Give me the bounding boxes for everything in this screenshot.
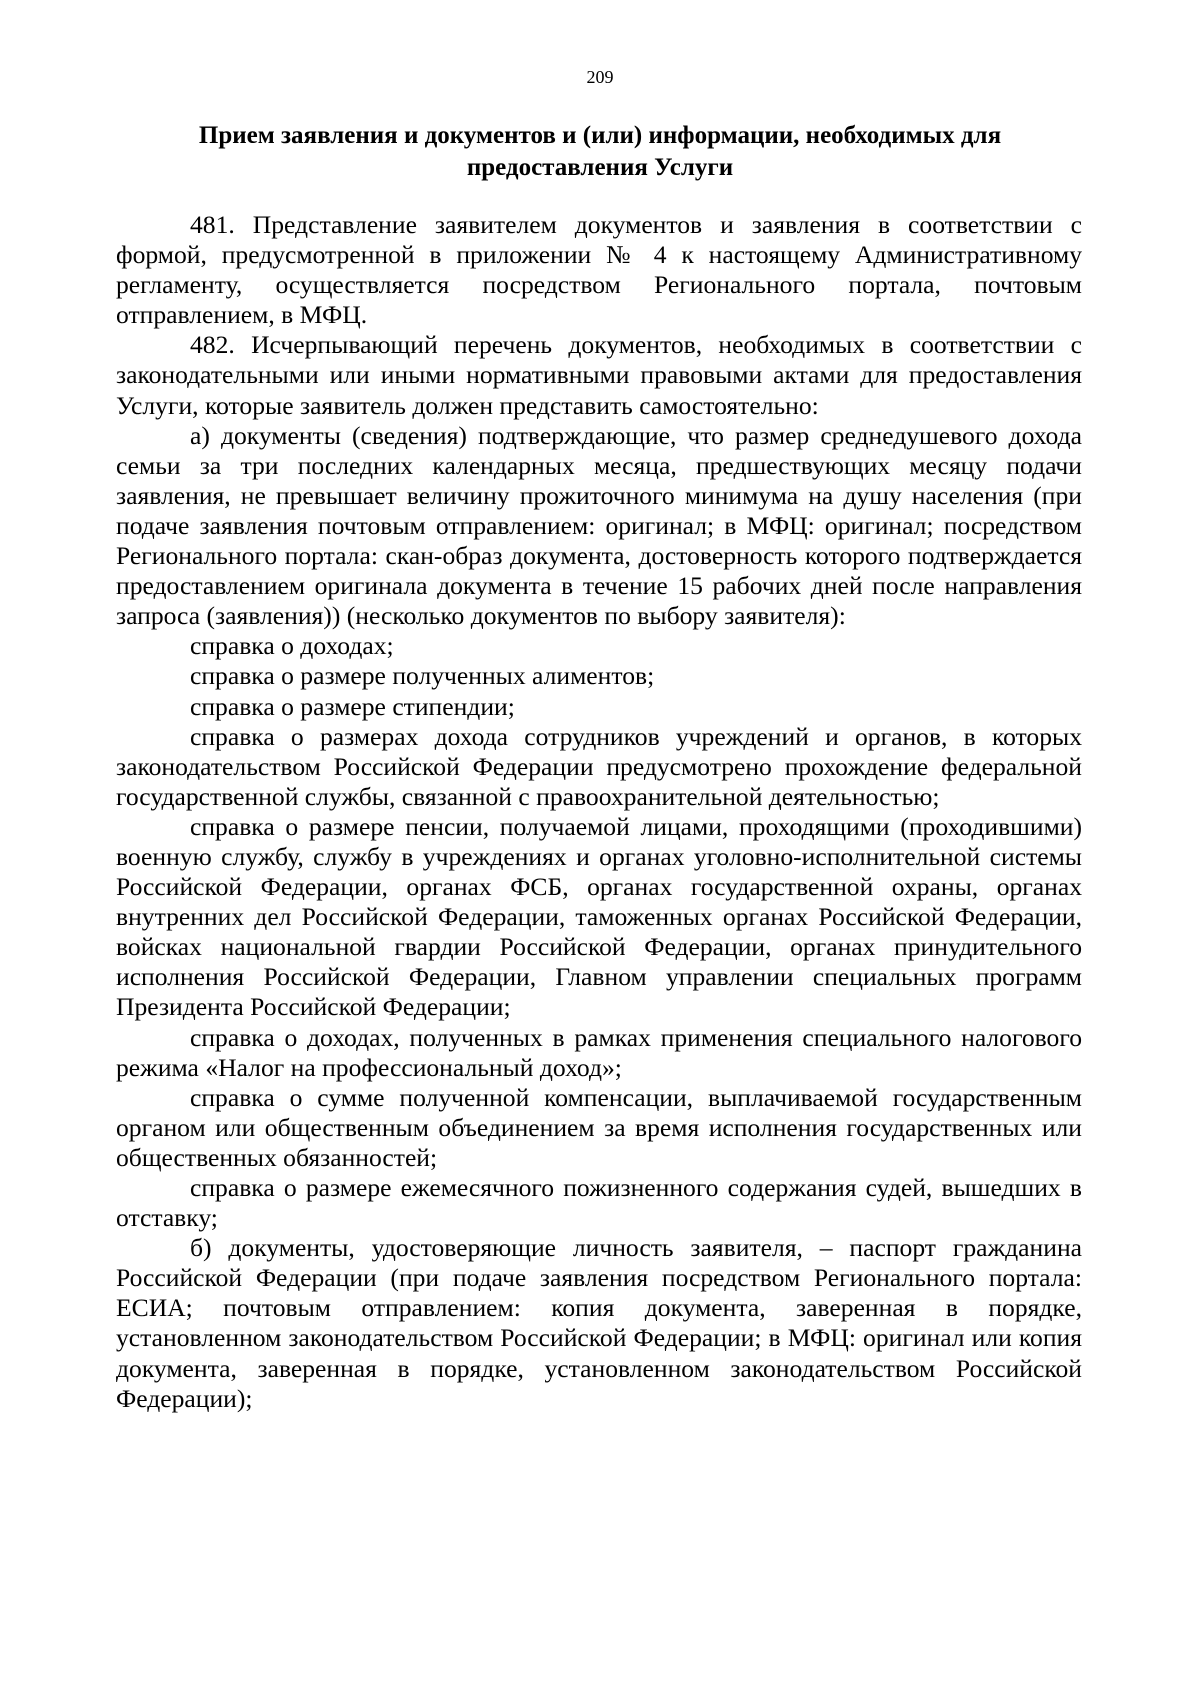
list-item: справка о доходах; [190, 631, 394, 661]
paragraph-482: 482. Исчерпывающий перечень документов, необходимых в соответствии с законодательными или иными нормативными правовыми актами для предоставления Услуги, которые заявитель должен представить самостоятельно: [116, 330, 1082, 420]
list-item: справка о размере ежемесячного пожизненного содержания судей, вышедших в отставку; [116, 1173, 1082, 1233]
document-body [116, 210, 1082, 1414]
page-number: 209 [586, 67, 614, 87]
list-item: справка о размерах дохода сотрудников учреждений и органов, в которых законодательством Российской Федерации предусмотрено прохождение федеральной государственной службы, связанной с правоохранительной деятельностью; [116, 721, 1082, 811]
list-item: справка о размере полученных алиментов; [190, 661, 655, 691]
paragraph-481: 481. Представление заявителем документов и заявления в соответствии с формой, предусмотренной в приложении № 4 к настоящему Административному регламенту, осуществляется посредством Регионального портала, почтовым отправлением, в МФЦ. [116, 210, 1082, 330]
paragraph-item-a: а) документы (сведения) подтверждающие, что размер среднедушевого дохода семьи за три последних календарных месяца, предшествующих месяцу подачи заявления, не превышает величину прожиточного минимума на душу населения (при подаче заявления почтовым отправлением: оригинал; в МФЦ: оригинал; посредством Регионального портала: скан-образ документа, достоверность которого подтверждается предоставлением оригинала документа в течение 15 рабочих дней после направления запроса (заявления)) (несколько документов по выбору заявителя): [116, 420, 1082, 631]
list-item: справка о сумме полученной компенсации, выплачиваемой государственным органом или общественным объединением за время исполнения государственных или общественных обязанностей; [116, 1082, 1082, 1172]
list-item: справка о размере пенсии, получаемой лицами, проходящими (проходившими) военную службу, службу в учреждениях и органах уголовно-исполнительной системы Российской Федерации, органах ФСБ, органах государственной охраны, органах внутренних дел Российской Федерации, таможенных органах Российской Федерации, войсках национальной гвардии Российской Федерации, органах принудительного исполнения Российской Федерации, Главном управлении специальных программ Президента Российской Федерации; [116, 811, 1082, 1022]
list-item: справка о доходах, полученных в рамках применения специального налогового режима «Налог на профессиональный доход»; [116, 1022, 1082, 1082]
list-item: справка о размере стипендии; [190, 691, 515, 721]
section-title: Прием заявления и документов и (или) информации, необходимых для предоставления Услуги [198, 122, 1002, 181]
paragraph-item-b: б) документы, удостоверяющие личность заявителя, – паспорт гражданина Российской Федерации (при подаче заявления посредством Регионального портала: ЕСИА; почтовым отправлением: копия документа, заверенная в порядке, установленном законодательством Российской Федерации; в МФЦ: оригинал или копия документа, заверенная в порядке, установленном законодательством Российской Федерации); [116, 1233, 1082, 1413]
